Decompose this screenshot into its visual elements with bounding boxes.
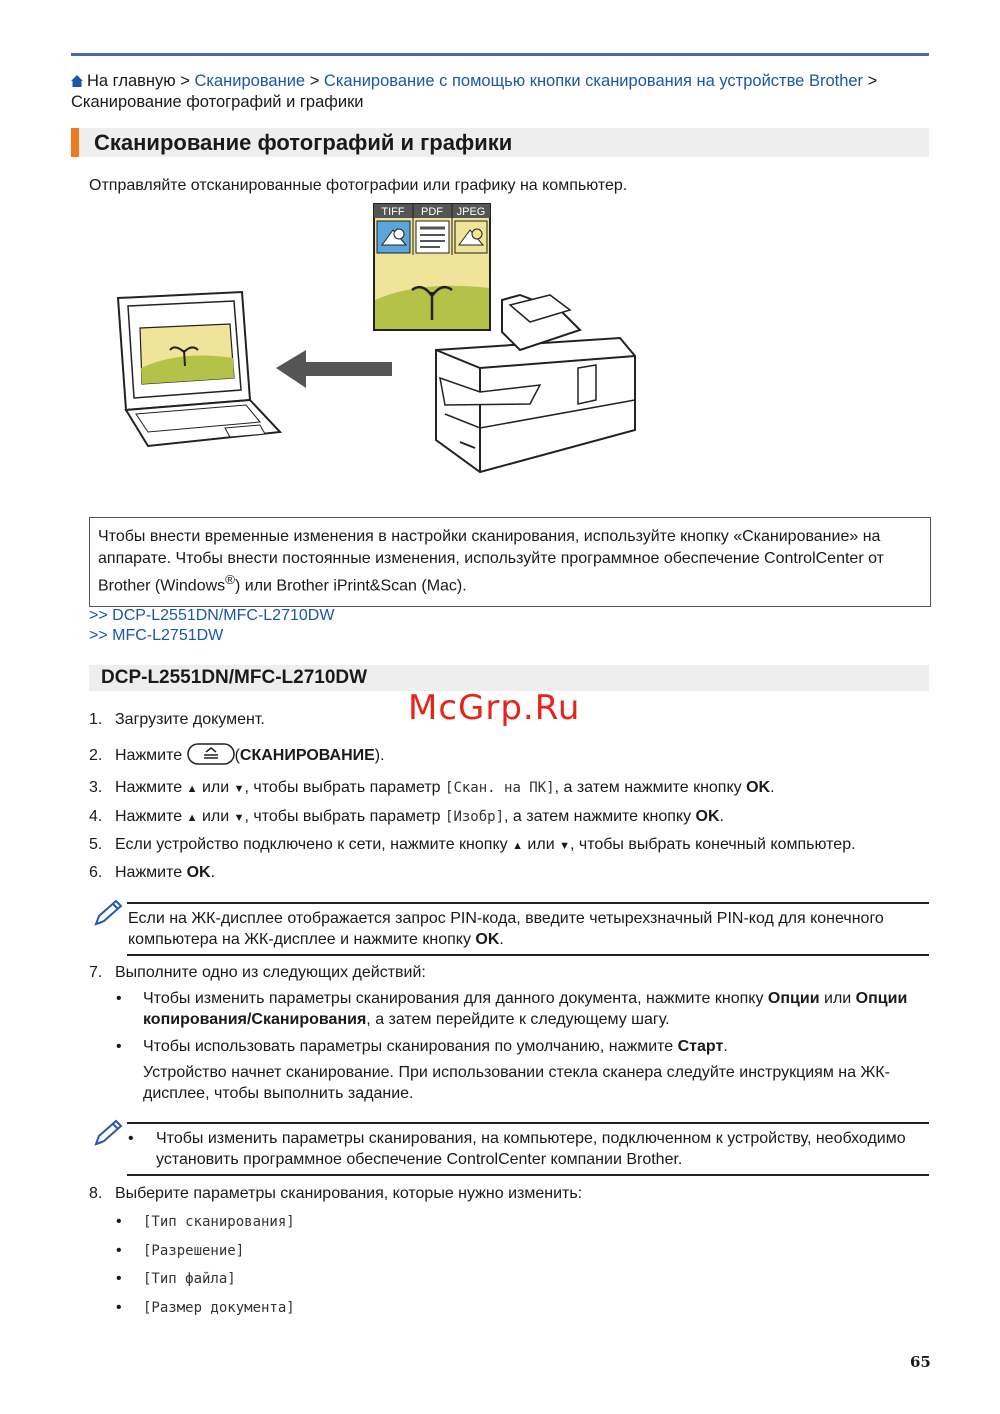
format-tab-pdf: PDF (421, 206, 443, 218)
up-arrow-icon: ▲ (512, 840, 523, 852)
link-mfc-l2751dw[interactable]: >> MFC-L2751DW (89, 627, 224, 644)
note-text: Чтобы изменить параметры сканирования, на компьютере, подключенном к устройству, необходимо установить программное обеспечение ControlCenter компании Brother. (156, 1130, 906, 1168)
step-number: 2. (89, 747, 103, 764)
note-rule-bottom (127, 1174, 929, 1176)
step-number: 8. (89, 1185, 103, 1202)
ok-label: OK (475, 931, 500, 948)
step-text: , а затем нажмите кнопку (554, 779, 742, 796)
tip-box (89, 517, 931, 607)
down-arrow-icon: ▼ (559, 840, 570, 852)
arrow-left-icon (276, 350, 392, 388)
step-number: 1. (89, 711, 103, 728)
note-controlcenter (128, 1128, 928, 1170)
page-number: 65 (910, 1353, 931, 1371)
breadcrumb-home[interactable]: На главную (87, 72, 176, 90)
pencil-note-icon (92, 1118, 124, 1148)
scanned-document (374, 204, 490, 330)
note-text: Если на ЖК-дисплее отображается запрос PIN-кода, введите четырехзначный PIN-код для конечного компьютера на ЖК-дисплее и нажмите кнопку (128, 910, 884, 948)
bullet: • (116, 1270, 122, 1287)
step-number: 5. (89, 836, 103, 853)
step-text: , чтобы выбрать параметр (244, 808, 441, 825)
format-tab-jpeg: JPEG (456, 206, 486, 218)
step-number: 7. (89, 964, 103, 981)
scan-button-icon (187, 743, 235, 765)
menu-option: [Скан. на ПК] (445, 780, 555, 796)
ok-label: OK (746, 779, 771, 796)
step-3 (89, 777, 775, 800)
ok-label: OK (695, 808, 720, 825)
step-number: 3. (89, 779, 103, 796)
copy-scan-options-label: Опции копирования/Сканирования (143, 990, 908, 1028)
start-label: Старт (677, 1038, 724, 1055)
scan-setting-document-size (116, 1297, 295, 1319)
title-accent (71, 128, 79, 157)
paren: ). (374, 747, 385, 764)
step-text: Если устройство подключено к сети, нажмите кнопку (115, 836, 508, 853)
tip-text: Чтобы внести временные изменения в настройки сканирования, используйте кнопку «Сканирование» на аппарате. Чтобы внести постоянные изменения, используйте программное обеспечение ControlCenter от Brother (Windows (98, 528, 884, 595)
step-text: Выберите параметры сканирования, которые нужно изменить: (115, 1185, 583, 1202)
option-label: [Размер документа] (143, 1300, 295, 1316)
bullet-text: Чтобы изменить параметры сканирования для данного документа, нажмите кнопку (143, 990, 764, 1007)
step-7-option-2-follow: Устройство начнет сканирование. При использовании стекла сканера следуйте инструкциям на ЖК-дисплее, чтобы выполнить задание. (143, 1064, 890, 1102)
paren: ( (234, 747, 240, 764)
scan-button-label: СКАНИРОВАНИЕ (239, 747, 375, 764)
breadcrumb (71, 71, 931, 113)
options-label: Опции (767, 990, 820, 1007)
step-1 (89, 709, 265, 730)
scan-to-pc-illustration (100, 200, 660, 480)
scan-setting-file-type (116, 1268, 236, 1290)
step-text: , чтобы выбрать конечный компьютер. (569, 836, 856, 853)
option-label: [Разрешение] (143, 1243, 245, 1259)
step-5 (89, 834, 856, 857)
link-dcp-l2551dn[interactable]: >> DCP-L2551DN/MFC-L2710DW (89, 607, 335, 624)
ok-label: OK (186, 864, 211, 881)
bullet: • (128, 1130, 134, 1147)
bullet-text: или (824, 990, 852, 1007)
bullet: • (116, 1213, 122, 1230)
step-8 (89, 1183, 582, 1204)
pencil-note-icon (92, 898, 124, 928)
page-title-bar (71, 128, 929, 157)
up-arrow-icon: ▲ (186, 812, 198, 824)
step-6 (89, 862, 215, 883)
note-pin (128, 908, 928, 950)
step-text: Нажмите (115, 808, 183, 825)
up-arrow-icon: ▲ (186, 783, 198, 795)
bullet-text: . (723, 1038, 728, 1055)
page-title: Сканирование фотографий и графики (94, 130, 513, 155)
menu-option: [Изобр] (445, 809, 505, 825)
down-arrow-icon: ▼ (233, 812, 245, 824)
step-text: или (201, 808, 230, 825)
breadcrumb-separator: > (180, 72, 190, 90)
bullet-text: Чтобы использовать параметры сканирования по умолчанию, нажмите (143, 1038, 674, 1055)
tip-text-end: ) или Brother iPrint&Scan (Mac). (234, 577, 467, 595)
step-text: или (527, 836, 555, 853)
step-2 (89, 743, 385, 766)
bullet-text: , а затем перейдите к следующему шагу. (366, 1011, 670, 1028)
bullet: • (116, 1299, 122, 1316)
step-number: 4. (89, 808, 103, 825)
intro-text: Отправляйте отсканированные фотографии или графику на компьютер. (89, 177, 628, 194)
step-text: Выполните одно из следующих действий: (115, 964, 426, 981)
option-label: [Тип файла] (143, 1271, 236, 1287)
watermark: McGrp.Ru (408, 688, 581, 728)
step-text: Нажмите (115, 864, 183, 881)
step-text: , чтобы выбрать параметр (244, 779, 441, 796)
breadcrumb-link-scan-button[interactable]: Сканирование с помощью кнопки сканирования на устройстве Brother (323, 72, 864, 90)
step-7-option-2 (116, 1036, 929, 1057)
breadcrumb-separator: > (309, 72, 320, 90)
bullet: • (116, 1038, 122, 1055)
breadcrumb-current: Сканирование фотографий и графики (71, 93, 364, 111)
format-tab-tiff: TIFF (381, 206, 405, 218)
note-rule-bottom (127, 954, 929, 956)
step-4 (89, 806, 724, 829)
step-text: . (770, 779, 775, 796)
laptop-icon (118, 292, 280, 446)
registered-mark: ® (225, 572, 235, 587)
option-label: [Тип сканирования] (143, 1214, 295, 1230)
step-text: . (719, 808, 724, 825)
step-text: , а затем нажмите кнопку (504, 808, 692, 825)
step-text: или (201, 779, 230, 796)
model-links (89, 606, 334, 646)
step-text: . (210, 864, 216, 881)
step-text: Нажмите (115, 779, 183, 796)
down-arrow-icon: ▼ (233, 783, 245, 795)
scan-setting-scan-type (116, 1211, 295, 1233)
step-text: Загрузите документ. (115, 711, 265, 728)
section-heading: DCP-L2551DN/MFC-L2710DW (101, 667, 368, 688)
step-7 (89, 962, 426, 983)
step-number: 6. (89, 864, 103, 881)
step-text: Нажмите (115, 747, 183, 764)
step-7-option-1 (116, 988, 929, 1030)
scan-setting-resolution (116, 1240, 245, 1262)
note-rule-top (127, 902, 929, 904)
note-text: . (499, 931, 504, 948)
home-icon[interactable] (71, 75, 83, 87)
bullet: • (116, 1242, 122, 1259)
breadcrumb-separator: > (867, 72, 878, 90)
note-rule-top (127, 1122, 929, 1124)
bullet: • (116, 990, 122, 1007)
header-rule (71, 53, 929, 56)
breadcrumb-link-scanning[interactable]: Сканирование (194, 72, 306, 90)
